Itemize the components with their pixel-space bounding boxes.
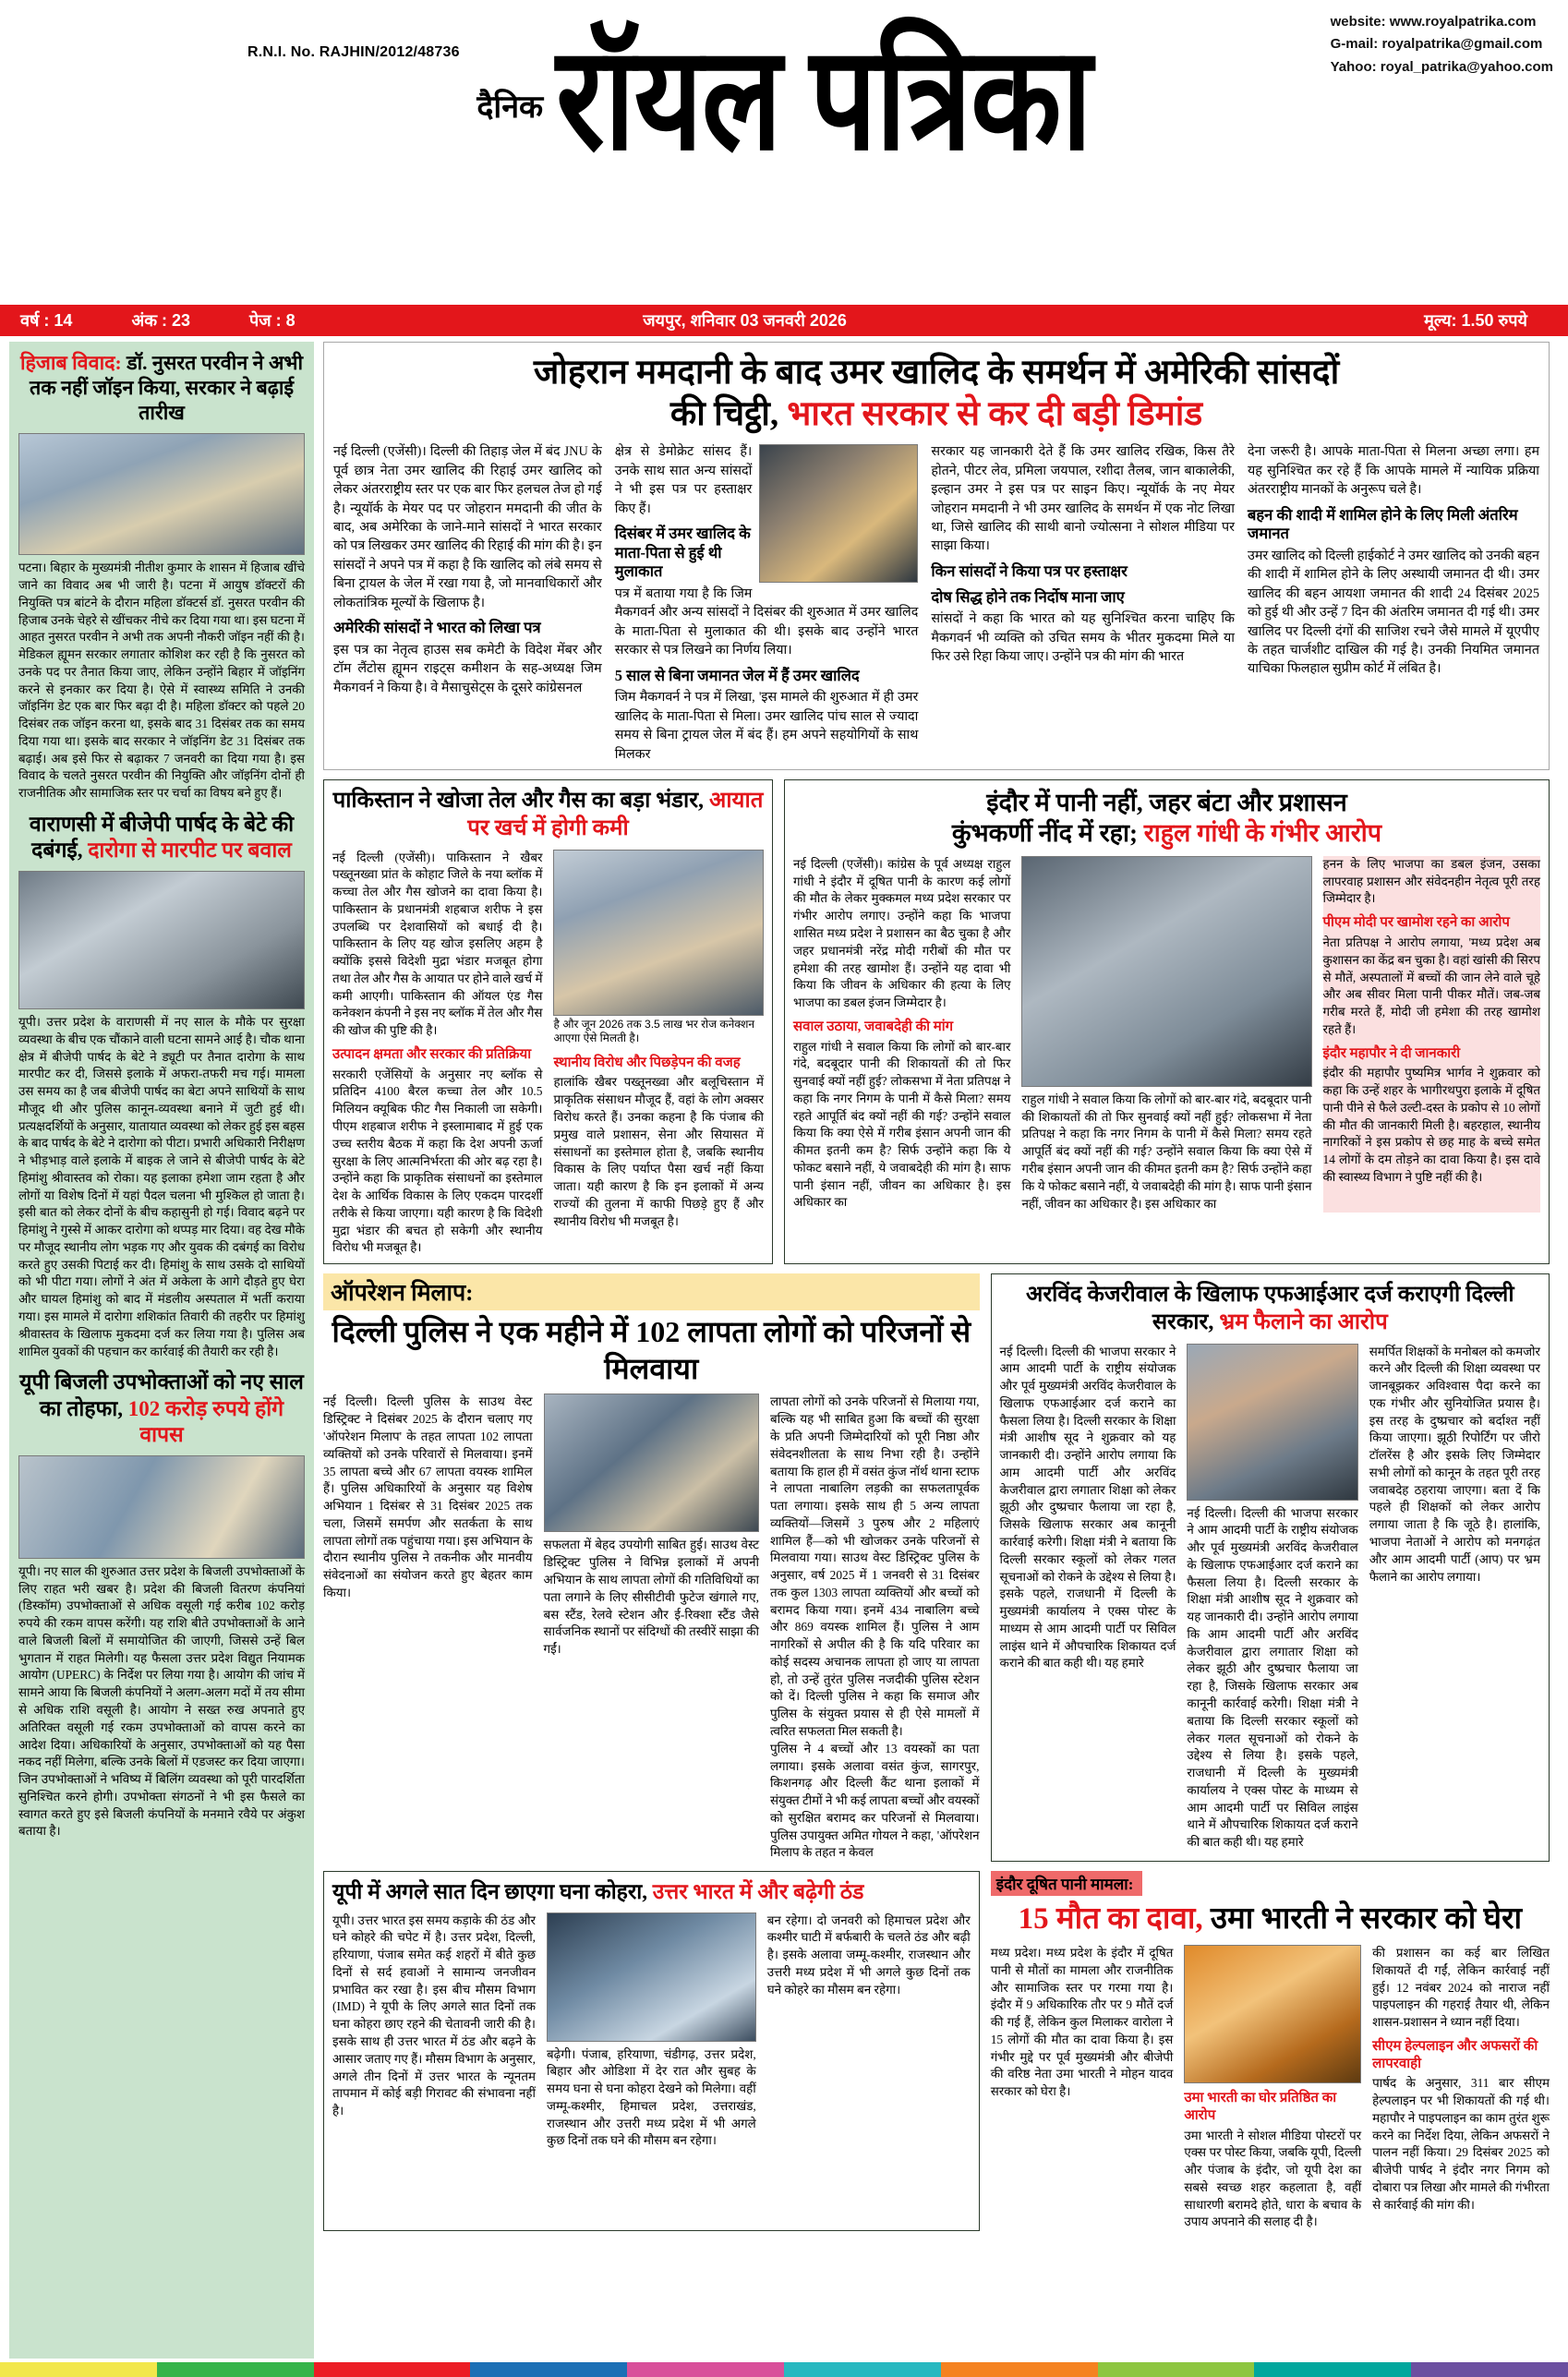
- indore-kicker-3: इंदौर महापौर ने दी जानकारी: [1322, 1045, 1461, 1061]
- indore-col-2: [1021, 856, 1311, 1213]
- headline-black-part: यूपी में अगले सात दिन छाएगा घना कोहरा,: [332, 1880, 653, 1904]
- milap-col1b-text: सफलता में बेहद उपयोगी साबित हुई। साउथ वेस्ट डिस्ट्रिक्ट पुलिस ने विभिन्न इलाकों में अपनी अभियान के साथ लापता लोगों की गतिविधियों का पता लगाने के लिए सीसीटीवी फुटेज खंगाले गए, बस स्टैंड, रेलवे स्टेशन और ई-रिक्शा स्टैंड जैसे सार्वजनिक स्थानों पर संदिग्धों की तस्वीरें साझा की गईं।: [543, 1538, 759, 1657]
- lead-col3-top: सरकार यह जानकारी देते हैं कि उमर खालिद रखिक, किस तैरे होतने, पीटर लेव, प्रमिला जयपाल, रशीदा तैलब, जान बाकालेकी, इल्हान उमर ने इस पत्र पर साइन किए। न्यूयॉर्क के नए मेयर जोहरान ममदानी ने भी उमर खालिद के समर्थन में एक नोट लिखा था, जिसे खालिद की साथी बानो ज्योत्सना ने सोशल मीडिया पर साझा किया।: [931, 444, 1235, 554]
- lead-story-columns: [333, 442, 1539, 764]
- lead-story-headline: [333, 352, 1539, 435]
- volume-year: वर्ष : 14: [20, 311, 73, 330]
- milap-columns: [323, 1394, 980, 1862]
- uma-col1-text: मध्य प्रदेश। मध्य प्रदेश के इंदौर में दूषित पानी से मौतों का मामला और राजनीतिक और सामाजिक स्तर पर गरमा गया है। इंदौर में 9 अधिकारिक तौर पर 9 मौतें दर्ज की गई हैं, लेकिन कुल मिलाकर वारोला ने 15 लोगों की मौत का दावा किया है। इस गंभीर मुद्दे पर पूर्व मुख्यमंत्री और बीजेपी की वरिष्ठ नेता उमा भारती ने मोहन यादव सरकार को घेरा है।: [990, 1946, 1174, 2099]
- milap-col2-text: लापता लोगों को उनके परिजनों से मिलाया गया, बल्कि यह भी साबित हुआ कि बच्चों की सुरक्षा के प्रति अपनी जिम्मेदारियों को पूरी निष्ठा और संवेदनशीलता के साथ निभा रही है। उन्होंने बताया कि हाल ही में वसंत कुंज नॉर्थ थाना स्टाफ ने लापता नाबालिग लड़की का सफलतापूर्वक पता लगाया। इसके साथ ही 5 अन्य लापता व्यक्तियों—जिसमें 3 पुरुष और 2 महिलाएं शामिल हैं—को भी खोजकर उनके परिजनों से मिलवाया गया। साउथ वेस्ट डिस्ट्रिक्ट पुलिस के अनुसार, वर्ष 2025 में 1 जनवरी से 31 दिसंबर तक कुल 1303 लापता व्यक्तियों और बच्चों को बरामद किया गया। इनमें 434 नाबालिग बच्चे और 869 वयस्क शामिल हैं। पुलिस ने आम नागरिकों से अपील की है कि यदि परिवार का कोई सदस्य अचानक लापता हो जाए या लापता हो, तो उन्हें तुरंत पुलिस नजदीकी पुलिस स्टेशन को दें। दिल्ली पुलिस ने कहा कि समाज और पुलिस के संयुक्त प्रयास से ही ऐसे मामलों में त्वरित सफलता मिल सकती है।: [769, 1394, 980, 1738]
- uma-columns: [991, 1945, 1550, 2231]
- kejriwal-col-2: [1187, 1344, 1357, 1852]
- indore-columns: [793, 856, 1540, 1213]
- headline-red-part: हिजाब विवाद:: [19, 352, 122, 374]
- lead-kicker-3: 5 साल से बिना जमानत जेल में हैं उमर खालिद: [614, 666, 860, 684]
- uma-col-1: [991, 1945, 1174, 2231]
- lead-col-4: [1248, 442, 1539, 764]
- pakistan-story: [323, 779, 773, 1264]
- left-story-varanasi: [18, 812, 305, 1360]
- info-bar: [0, 305, 1568, 336]
- kejriwal-col2-text: समर्पित शिक्षकों के मनोबल को कमजोर करने और दिल्ली की शिक्षा व्यवस्था पर जानबूझकर अविश्वास पैदा करने का एक गंभीर और सुनियोजित प्रयास है। इस तरह के दुष्प्रचार को बर्दाश्त नहीं किया जाएगा। झूठी रिपोर्टिंग पर जीरो टॉलरेंस है और इसके लिए जिम्मेदार सभी लोगों को कानून के तहत पूरी तरह जवाबदेह ठहराया जाएगा। बता दें कि पहले ही शिक्षकों को लेकर आरोप लगाया जाता है कि जूठे है। हालांकि, भाजपा नेताओं ने आरोप को मनगढ़ंत और आम आदमी पार्टी (आप) पर भ्रम फैलाने का आरोप लगाया।: [1369, 1344, 1540, 1584]
- lead-kicker-2: दिसंबर में उमर खालिद के माता-पिता से हुई थी मुलाकात: [614, 525, 751, 581]
- indore-story-photo: [1021, 856, 1311, 1087]
- headline-red-part: राहुल गांधी के गंभीर आरोप: [1143, 819, 1382, 848]
- pakistan-col3-text: हालांकि खैबर पख्तूनख्वा और बलूचिस्तान में प्राकृतिक संसाधन मौजूद हैं, वहां के लोग अक्सर विरोध करते हैं। उनका कहना है कि पंजाब की प्रमुख वाले प्रशासन, सेना और सियासत में संसाधनों का इस्तेमाल होता है, जबकि स्थानीय विकास के लिए पर्याप्त पैसा खर्च नहीं किया जाता। यही कारण है कि इन इलाकों में अन्य राज्यों की तुलना में काफी पिछड़े हुए हैं और स्थानीय विरोध भी मजबूत है।: [553, 1075, 764, 1228]
- color-swatch: [0, 2362, 157, 2377]
- indore-headline-line2: [793, 818, 1540, 849]
- kejriwal-col-3: [1369, 1344, 1540, 1852]
- milap-col1-text: नई दिल्ली। दिल्ली पुलिस के साउथ वेस्ट डिस्ट्रिक्ट ने दिसंबर 2025 के दौरान चलाए गए 'ऑपरेशन मिलाप' के तहत लापता 102 लापता व्यक्तियों को उनके परिवारों से मिलवाया। इनमें 35 लापता बच्चे और 67 लापता वयस्क शामिल हैं। पुलिस अधिकारियों के अनुसार यह विशेष अभियान 1 दिसंबर से 31 दिसंबर 2025 तक चला, जिसमें समर्पण और सतर्कता के साथ लापता लोगों तक पहुंचाया गया। इस अभियान के दौरान स्थानीय पुलिस ने तकनीक और मानवीय संवेदनाओं का संयोजन करते हुए बेहतर काम किया।: [323, 1394, 533, 1599]
- left-story-hijab-headline: [18, 351, 305, 426]
- pakistan-kicker-2: स्थानीय विरोध और पिछड़ेपन की वजह: [553, 1055, 741, 1070]
- left-story-hijab-photo: [18, 433, 305, 555]
- indore-col1-text: नई दिल्ली (एजेंसी)। कांग्रेस के पूर्व अध्यक्ष राहुल गांधी ने इंदौर में दूषित पानी के कारण कई लोगों की मौत के लेकर मुक्कमल मध्य प्रदेश सरकार पर गंभीर आरोप लगाए। उन्होंने कहा कि भाजपा शासित मध्य प्रदेश ने प्रशासन का बैठ चुका है और जहर प्रधानमंत्री नरेंद्र मोदी गरीबों की मौत पर हमेशा की तरह खामोश हैं। उन्होंने यह दावा भी किया कि जीवन के अधिकार की हत्या के लिए भाजपा का डबल इंजन जिम्मेदार है।: [792, 856, 1011, 1010]
- headline-red-part: उत्तर भारत में और बढ़ेगी ठंड: [652, 1880, 864, 1904]
- indore-kicker-1: सवाल उठाया, जवाबदेही की मांग: [792, 1019, 954, 1034]
- milap-label: ऑपरेशन मिलाप:: [323, 1273, 980, 1310]
- color-swatch: [1254, 2362, 1411, 2377]
- left-story-varanasi-photo: [18, 871, 305, 1009]
- indore-col3c-text: इंदौर की महापौर पुष्यमित्र भार्गव ने शुक्रवार को कहा कि उन्हें शहर के भागीरथपुरा इलाके में दूषित पानी पीने से फैले उल्टी-दस्त के प्रकोप से 10 लोगों की मौत की जानकारी मिली है। बहरहाल, स्थानीय नागरिकों ने इस प्रकोप से छह माह के बच्चे समेत 14 लोगों के दम तोड़ने का दावा किया है। इस दावे की स्वास्थ्य विभाग ने पुष्टि नहीं की है।: [1322, 1066, 1541, 1184]
- headline-red-part: 102 करोड़ रुपये होंगे वापस: [127, 1396, 284, 1447]
- kejriwal-col1-text: नई दिल्ली। दिल्ली की भाजपा सरकार ने आम आदमी पार्टी के राष्ट्रीय संयोजक और पूर्व मुख्यमंत्री अरविंद केजरीवाल के खिलाफ एफआईआर दर्ज कराने का फैसला लिया है। दिल्ली सरकार के शिक्षा मंत्री आशीष सूद ने शुक्रवार को यह जानकारी दी। उन्होंने आरोप लगाया कि आम आदमी पार्टी और अरविंद केजरीवाल द्वारा लगातार शिक्षा को लेकर झूठी और दुष्प्रचार फैलाया जा रहा है, जिसके खिलाफ सरकार अब कानूनी कार्रवाई करेगी। शिक्षा मंत्री ने बताया कि दिल्ली सरकार स्कूलों को लेकर गलत सूचनाओं को रोकने के उद्देश्य से लिया है। इसके पहले, राजधानी में दिल्ली के मुख्यमंत्री कार्यालय ने एक्स पोस्ट के माध्यम से आम आदमी पार्टी पर सिविल लाइंस थाने में औपचारिक शिकायत दर्ज कराने की बात कही थी। यह हमारे: [999, 1344, 1176, 1671]
- uma-kicker-2: सीएम हेल्पलाइन और अफसरों की लापरवाही: [1372, 2038, 1538, 2071]
- footer-color-strip: [0, 2362, 1568, 2377]
- indore-col3b-text: नेता प्रतिपक्ष ने आरोप लगाया, 'मध्य प्रदेश अब कुशासन का केंद्र बन चुका है। वहां खांसी की सिरप से मौतें, अस्पतालों में बच्चों की जान लेने वाले चूहे और अब सीवर मिला पानी पीकर मौतें। जब-जब गरीब मरते हैं, मोदी जी हमेशा की तरह खामोश रहते हैं।: [1322, 935, 1541, 1036]
- color-swatch: [314, 2362, 471, 2377]
- lead-kicker-1: अमेरिकी सांसदों ने भारत को लिखा पत्र: [333, 619, 541, 637]
- page-count: पेज : 8: [249, 311, 296, 330]
- pakistan-col-2: [553, 850, 763, 1258]
- uma-col2-text: उमा भारती ने सोशल मीडिया पोस्टरों पर एक्स पर पोस्ट किया, जबकि यूपी, दिल्ली और पंजाब के इंदौर, जो यूपी देश का सबसे स्वच्छ शहर कहलाता है, वहीं साधारणी बरामदे होते, धारा के बचाव के उपाय अपनाने की सलाह दी है।: [1184, 2128, 1362, 2229]
- headline-black-part: अरविंद केजरीवाल के खिलाफ एफआईआर दर्ज कराएगी दिल्ली सरकार,: [1025, 1283, 1514, 1334]
- headline-black-part: पाकिस्तान ने खोजा तेल और गैस का बड़ा भंडार,: [332, 789, 710, 813]
- kejriwal-col-1: [1000, 1344, 1176, 1852]
- indore-col3-text: हनन के लिए भाजपा का डबल इंजन, उसका लापरवाह प्रशासन और संवेदनहीन नेतृत्व पूरी तरह जिम्मेदार है।: [1322, 856, 1541, 906]
- lead-col-1: [333, 442, 602, 764]
- color-swatch: [627, 2362, 784, 2377]
- uma-story: [991, 1871, 1550, 2231]
- yahoo-line: Yahoo: royal_patrika@yahoo.com: [1330, 58, 1553, 75]
- website-line: website: www.royalpatrika.com: [1330, 14, 1537, 30]
- fog-col-1: [332, 1912, 536, 2151]
- headline-red-part: 15 मौत का दावा,: [1018, 1902, 1211, 1937]
- lead-col1b-text: इस पत्र का नेतृत्व हाउस सब कमेटी के विदेश मेंबर और टॉम लैंटोस ह्यूमन राइट्स कमीशन के सह-अध्यक्ष जिम मैकगवर्न ने किया है। वे मैसाचुसेट्स के दूसरे कांग्रेसनल: [333, 642, 602, 695]
- lead-col4b-text: उमर खालिद को दिल्ली हाईकोर्ट ने उमर खालिद को उनकी बहन की शादी में शामिल होने के लिए अस्थायी जमानत दी थी। उमर खालिद की बहन आयशा जमानत की शादी 24 दिसंबर 2025 को हुई थी और उन्हें 7 दिन की अंतरिम जमानत दी गई थी। उमर खालिद पर दिल्ली दंगों की साजिश रचने जैसे मामले में यूएपीए के तहत चार्जशीट दाखिल की गई है। उनकी नियमित जमानत याचिका फिलहाल सुप्रीम कोर्ट में लंबित है।: [1248, 548, 1539, 677]
- uma-story-photo: [1184, 1945, 1361, 2083]
- lead-col-2: [615, 442, 919, 764]
- indore-col-1: [793, 856, 1011, 1213]
- headline-black-part: डॉ. नुसरत परवीन ने अभी तक नहीं जॉइन किया, सरकार ने बढ़ाई तारीख: [29, 352, 304, 425]
- fog-col3-text: बन रहेगा। दो जनवरी को हिमाचल प्रदेश और कश्मीर घाटी में बर्फबारी के चलते ठंड और बढ़ी है। इसके अलावा जम्मू-कश्मीर, राजस्थान और उत्तरी मध्य प्रदेश में भी अगले कुछ दिनों तक घने कोहरे का मौसम बन रहेगा।: [766, 1912, 971, 1997]
- color-swatch: [157, 2362, 314, 2377]
- left-story-bijli-headline: [18, 1369, 305, 1449]
- color-swatch: [784, 2362, 941, 2377]
- headline-black-part: उमा भारती ने सरकार को घेरा: [1210, 1902, 1523, 1937]
- milap-story-photo: [544, 1394, 759, 1532]
- lead-col1-text: नई दिल्ली (एजेंसी)। दिल्ली की तिहाड़ जेल में बंद JNU के पूर्व छात्र नेता उमर खालिद की रिहाई उमर खालिद को लेकर अंतरराष्ट्रीय स्तर पर एक बार फिर हलचल तेज हो गई है। न्यूयॉर्क के मेयर पद पर जोहरान ममदानी की जीत के बाद, अब अमेरिका के जाने-माने सांसदों ने भारत सरकार को पत्र लिखकर उमर खालिद की रिहाई की मांग की है। इन सांसदों ने अपने पत्र में कहा है कि खालिद को लंबे समय से बिना ट्रायल के जेल में रखा गया है, जो मानवाधिकारों और लोकतांत्रिक मूल्यों के खिलाफ है।: [333, 444, 602, 610]
- headline-red-part: भ्रम फैलाने का आरोप: [1219, 1309, 1388, 1334]
- lead-col2c-text: जिम मैकगवर्न ने पत्र में लिखा, 'इस मामले की शुरुआत में ही उमर खालिद के माता-पिता से मिला। उमर खालिद पांच साल से ज्यादा समय से बिना ट्रायल जेल में बंद हैं। हम अपने सहयोगियों के साथ मिलकर: [614, 690, 919, 762]
- lead-col3b-text: सांसदों ने कहा कि भारत को यह सुनिश्चित करना चाहिए कि मैकगवर्न भी व्यक्ति को उचित समय के भीतर मुकदमा मिले या फिर उसे रिहा किया जाए। उन्होंने पत्र की मांग की भारत: [931, 611, 1235, 664]
- lead-kicker-4: किन सांसदों ने किया पत्र पर हस्ताक्षर: [931, 561, 1128, 580]
- fog-story: [323, 1871, 980, 2231]
- gmail-line: G-mail: royalpatrika@gmail.com: [1330, 36, 1543, 53]
- headline-black-part: की चिट्ठी,: [669, 395, 788, 434]
- lead-story-photo-wrap: [759, 444, 918, 583]
- pakistan-columns: [332, 850, 764, 1258]
- fog-col-2: [547, 1912, 756, 2151]
- main-column: [314, 342, 1559, 2359]
- second-row: [323, 779, 1550, 1264]
- kejriwal-story-photo: [1187, 1344, 1357, 1501]
- headline-red-part: आयात पर खर्च में होगी कमी: [467, 789, 764, 840]
- left-column: [9, 342, 314, 2359]
- uma-kicker-1: उमा भारती का घोर प्रतिष्ठित का आरोप: [1184, 2091, 1337, 2123]
- third-row: [323, 1273, 1550, 1862]
- left-story-hijab: [18, 351, 305, 802]
- logo-subtitle: दैनिक: [476, 90, 544, 125]
- uma-label: इंदौर दूषित पानी मामला:: [991, 1871, 1143, 1896]
- issue-number: अंक : 23: [131, 311, 191, 330]
- left-story-bijli: [18, 1369, 305, 1840]
- rni-number: R.N.I. No. RAJHIN/2012/48736: [247, 44, 460, 60]
- color-swatch: [941, 2362, 1098, 2377]
- headline-black-part: कुंभकर्णी नींद में रहा;: [951, 819, 1144, 848]
- color-swatch: [470, 2362, 627, 2377]
- kejriwal-story: [991, 1273, 1550, 1862]
- indore-col2-cont: राहुल गांधी ने सवाल किया कि लोगों को बार-बार गंदे, बदबूदार पानी की शिकायतों की तो फिर सुनवाई क्यों नहीं हुई? लोकसभा में नेता प्रतिपक्ष ने कहा कि नगर निगम के पानी में कैसे मिला? समय रहते आपूर्ति बंद क्यों नहीं की गई? उन्होंने सवाल किया कि क्या ऐसे में गरीब इंसान अपनी जान की कीमत इतनी कम है? सिर्फ उन्होंने कहा कि ये फोकट बसाने नहीं, ये जवाबदेही की मांग है। साफ पानी इंसान नहीं, जीवन का अधिकार है। इस अधिकार का: [1021, 1092, 1312, 1211]
- pakistan-kicker-1: उत्पादन क्षमता और सरकार की प्रतिक्रिया: [332, 1046, 532, 1062]
- fog-headline: [332, 1879, 971, 1906]
- indore-headline-line1: इंदौर में पानी नहीं, जहर बंटा और प्रशासन: [986, 789, 1347, 816]
- place-and-date: जयपुर, शनिवार 03 जनवरी 2026: [643, 311, 847, 330]
- fog-story-photo: [547, 1912, 756, 2042]
- pakistan-story-headline: [332, 788, 764, 843]
- left-story-bijli-photo: [18, 1455, 305, 1559]
- lead-col4-text: देना जरूरी है। आपके माता-पिता से मिलना अच्छा लगा। हम यह सुनिश्चित कर रहे हैं कि आपके मामले में न्यायिक प्रक्रिया अंतरराष्ट्रीय मानकों के अनुरूप चले है।: [1248, 444, 1539, 498]
- indore-col-3: [1323, 856, 1541, 1213]
- headline-black-part: यूपी बिजली उपभोक्ताओं को नए साल का तोहफा,: [19, 1370, 304, 1420]
- lead-story: [323, 342, 1550, 770]
- milap-col-2: [544, 1394, 759, 1862]
- left-story-bijli-body: यूपी। नए साल की शुरुआत उत्तर प्रदेश के बिजली उपभोक्ताओं के लिए राहत भरी खबर है। प्रदेश की बिजली वितरण कंपनियां (डिस्कॉम) उपभोक्ताओं से अधिक वसूली गई करीब 102 करोड़ रुपये की रकम वापस करेंगी। यह राशि बीते उपभोक्ताओं के आने वाले बिजली बिलों में समायोजित की जाएगी, जिससे उन्हें बिल भुगतान में राहत मिलेगी। यह फैसला उत्तर प्रदेश विद्युत नियामक आयोग (UPERC) के निर्देश पर लिया गया है। आयोग की जांच में सामने आया कि बिजली कंपनियों ने अलग-अलग मदों में तय सीमा से अधिक राशि वसूली है। आयोग ने सख्त रुख अपनाते हुए अतिरिक्त वसूली गई रकम उपभोक्ताओं को वापस करने का आदेश दिया। अधिकारियों के अनुसार, उपभोक्ताओं को यह पैसा नकद नहीं मिलेगा, बल्कि उनके बिलों में एडजस्ट कर दिया जाएगा। जिन उपभोक्ताओं ने भविष्य में बिलिंग व्यवस्था को पूरी पारदर्शिता सुनिश्चित करने होगी। उपभोक्ता संगठनों ने भी इस फैसले का स्वागत करते हुए इसे बिजली कंपनियों के मनमाने रवैये पर अंकुश बताया है।: [18, 1563, 305, 1839]
- milap-col2b-text: पुलिस ने 4 बच्चों और 13 वयस्कों का पता लगाया। इसके अलावा वसंत कुंज, सागरपुर, किशनगढ़ और दिल्ली कैंट थाना इलाकों में संयुक्त टीमों ने भी कई लापता बच्चों और वयस्कों को सुरक्षित बरामद कर परिजनों से मिलवाया। पुलिस उपायुक्त अमित गोयल ने कहा, 'ऑपरेशन मिलाप के तहत न केवल: [769, 1741, 980, 1860]
- fog-col2-text: बढ़ेगी। पंजाब, हरियाणा, चंडीगढ़, उत्तर प्रदेश, बिहार और ओडिशा में देर रात और सुबह के समय घना से घना कोहरा देखने को मिलेगा। वहीं जम्मू-कश्मीर, हिमाचल प्रदेश, उत्तराखंड, राजस्थान और उत्तरी मध्य प्रदेश में भी अगले कुछ दिनों तक घने की मौसम बन रहेगा।: [547, 2046, 756, 2148]
- color-swatch: [1098, 2362, 1255, 2377]
- indore-story-headline: [793, 788, 1540, 850]
- lead-col2-text: पत्र में बताया गया है कि जिम मैकगवर्न और अन्य सांसदों ने दिसंबर की शुरुआत में उमर खालिद के माता-पिता से मुलाकात की थी। इसके बाद उन्होंने भारत सरकार से पत्र लिखने का निर्णय लिया।: [614, 585, 919, 658]
- milap-col-1: [323, 1394, 533, 1862]
- headline-red-part: भारत सरकार से कर दी बड़ी डिमांड: [787, 395, 1203, 434]
- kejriwal-col1-cont: नई दिल्ली। दिल्ली की भाजपा सरकार ने आम आदमी पार्टी के राष्ट्रीय संयोजक और पूर्व मुख्यमंत्री अरविंद केजरीवाल के खिलाफ एफआईआर दर्ज कराने का फैसला लिया है। दिल्ली सरकार के शिक्षा मंत्री आशीष सूद ने शुक्रवार को यह जानकारी दी। उन्होंने आरोप लगाया कि आम आदमी पार्टी और अरविंद केजरीवाल द्वारा लगातार शिक्षा को लेकर झूठी और दुष्प्रचार फैलाया जा रहा है, जिसके खिलाफ सरकार अब कानूनी कार्रवाई करेगी। शिक्षा मंत्री ने बताया कि दिल्ली सरकार स्कूलों को लेकर गलत सूचनाओं को रोकने के उद्देश्य से लिया है। इसके पहले, राजधानी में दिल्ली के मुख्यमंत्री कार्यालय ने एक्स पोस्ट के माध्यम से आम आदमी पार्टी पर सिविल लाइंस थाने में औपचारिक शिकायत दर्ज कराने की बात कही थी। यह हमारे: [1187, 1505, 1358, 1850]
- uma-col3-text: की प्रशासन का कई बार लिखित शिकायतें दी गईं, लेकिन कार्रवाई नहीं हुई। 12 नवंबर 2024 को नाराज नहीं पाइपलाइन की गहराई तैयार थी, लेकिन शासन-प्रशासन ने ध्यान नहीं दिया।: [1372, 1946, 1550, 2030]
- pakistan-col1-text: नई दिल्ली (एजेंसी)। पाकिस्तान ने खैबर पख्तूनख्वा प्रांत के कोहाट जिले के नया ब्लॉक में कच्चा तेल और गैस खोजने का दावा किया है। पाकिस्तान के प्रधानमंत्री शहबाज शरीफ ने इस उपलब्धि पर देशवासियों को बधाई दी है। पाकिस्तान के लिए यह खोज इसलिए अहम है क्योंकि इससे विदेशी मुद्रा भंडार मजबूत होगा तथा तेल और गैस के आयात पर होने वाले खर्च में कमी आएगी। पाकिस्तान की ऑयल एंड गैस कनेक्शन कंपनी ने इस नए ब्लॉक में तेल और गैस की खोज की पुष्टि की है।: [332, 850, 543, 1038]
- masthead: [0, 0, 1568, 305]
- pakistan-story-photo: [553, 850, 763, 1016]
- headline-red-part: दारोगा से मारपीट पर बवाल: [88, 839, 292, 863]
- indore-story: [784, 779, 1550, 1264]
- indore-kicker-2: पीएम मोदी पर खामोश रहने का आरोप: [1322, 915, 1510, 931]
- uma-col-2: [1184, 1945, 1361, 2231]
- left-story-varanasi-body: यूपी। उत्तर प्रदेश के वाराणसी में नए साल के मौके पर सुरक्षा व्यवस्था के बीच एक चौंकाने वाली घटना सामने आई है। चौक थाना क्षेत्र में बीजेपी पार्षद के बेटे ने ड्यूटी पर तैनात दारोगा के साथ मारपीट कर दी, जिससे इलाके में अफरा-तफरी मच गई। मामला उस समय का है जब बीजेपी पार्षद का बेटा अपने साथियों के साथ मौजूद थी और पुलिस कानून-व्यवस्था बनाने में जुटी हुई थी। प्रत्यक्षदर्शियों के अनुसार, यातायात व्यवस्था को लेकर हुई इस बहस के बाद पार्षद के बेटे ने दारोगा को पीटा। प्रभारी अधिकारी निरीक्षण ने भीड़भाड़ वाले इलाके में बाइक ले जाने से बीजेपी पार्षद के बेटे हिमांशु श्रीवास्तव को रोका। यह इलाका हमेशा जाम रहता है और लोगों या विशेष दिनों में यहां पैदल चलना भी मुश्किल हो जाता है। इसी बात को लेकर दोनों के बीच कहासुनी हो गई। विवाद बढ़ने पर हिमांशु ने गुस्से में आकर दारोगा को थप्पड़ मार दिया। वह देख मौके पर मौजूद स्थानीय लोग भड़क गए और युवक की दबंगई का विरोध करते हुए उसकी पिटाई कर दी। हिमांशु के साथ उसके दो साथियों को भी पीटा गया। लोगों ने अंत में अकेला के आगे दौड़ते हुए घेरा और घायल हिमांशु को बाद में मंडलीय अस्पताल में भर्ती कराया गया। इस मामले में दारोगा शशिकांत तिवारी की तहरीर पर हिमांशु श्रीवास्तव के खिलाफ मुकदमा दर्ज कर लिया गया है। पुलिस अब शामिल युवकों की पहचान कर कार्रवाई की तैयारी कर रही है।: [18, 1014, 305, 1358]
- kejriwal-columns: [1000, 1344, 1540, 1852]
- lead-col2-top: क्षेत्र से डेमोक्रेट सांसद हैं। उनके साथ सात अन्य सांसदों ने भी इस पत्र पर हस्ताक्षर किए हैं।: [614, 444, 753, 516]
- pakistan-col-1: [332, 850, 542, 1258]
- fog-columns: [332, 1912, 971, 2151]
- page-body: [0, 336, 1568, 2359]
- lead-kicker-5: दोष सिद्ध होने तक निर्दोष माना जाए: [931, 587, 1125, 606]
- logo-title: रॉयल पत्रिका: [556, 19, 1092, 180]
- uma-col-3: [1372, 1945, 1550, 2231]
- lead-headline-line2: [333, 393, 1539, 435]
- headline-black-part: वाराणसी में बीजेपी पार्षद के बेटे की दबंगई,: [29, 812, 295, 863]
- left-story-varanasi-headline: [18, 812, 305, 864]
- color-swatch: [1411, 2362, 1568, 2377]
- fog-col1-text: यूपी। उत्तर भारत इस समय कड़ाके की ठंड और घने कोहरे की चपेट में है। उत्तर प्रदेश, दिल्ली, हरियाणा, पंजाब समेत कई शहरों में बीते कुछ दिनों से सर्द हवाओं ने सामान्य जनजीवन प्रभावित कर रखा है। इस बीच मौसम विभाग (IMD) ने यूपी के लिए अगले सात दिनों तक घना कोहरा छाए रहने की चेतावनी जारी की है। इसके साथ ही उत्तर भारत में ठंड और बढ़ने के आसार जताए गए हैं। मौसम विभाग के अनुसार, अगले तीन दिनों में उत्तर भारत के न्यूनतम तापमान में कोई बड़ी गिरावट की संभावना नहीं है।: [332, 1912, 537, 2118]
- milap-col-3: [770, 1394, 980, 1862]
- lead-col-3: [931, 442, 1235, 764]
- lead-headline-line1: जोहरान ममदानी के बाद उमर खालिद के समर्थन में अमेरिकी सांसदों: [533, 354, 1340, 392]
- left-story-hijab-body: पटना। बिहार के मुख्यमंत्री नीतीश कुमार के शासन में हिजाब खींचे जाने का विवाद अब भी जारी है। पटना में आयुष डॉक्टरों की नियुक्ति पत्र बांटने के दौरान महिला डॉक्टर्स डॉ. नुसरत परवीन की हिजाब उनके चेहरे से खींचकर नीचे कर दिया गया था। इस घटना में आहत नुसरत परवीन ने अभी तक अपनी नौकरी जॉइन नहीं की है। मेडिकल ह्यूमन सरकार लगातार कोशिश कर रही है कि नुसरत को उनके पद पर तैनात किया जाए, लेकिन उन्होंने बिहार में जॉइनिंग करने से इनकार कर दिया है। ऐसे में स्वास्थ्य समिति ने उनकी जॉइनिंग डेट एक बार फिर बढ़ा दी है। महिला डॉक्टर को पहले 20 दिसंबर तक जॉइन करना था, इसके बाद 31 दिसंबर तक का समय दिया गया था। इसके बाद सरकार ने जॉइनिंग डेट 31 दिसंबर तक बढ़ाई। अब इसे फिर से बढ़ाकर 7 जनवरी का दिया गया है। इस विवाद के चलते नुसरत परवीन की नियुक्ति और जॉइनिंग दोनों ही राजनीतिक और सामाजिक स्तर पर चर्चा का विषय बने हुए हैं।: [18, 561, 305, 801]
- pakistan-photo-caption: है और जून 2026 तक 3.5 लाख भर रोज कनेक्शन आएगा ऐसे मिलती है।: [553, 1017, 755, 1045]
- milap-headline: दिल्ली पुलिस ने एक महीने में 102 लापता लोगों को परिजनों से मिलवाया: [332, 1315, 971, 1385]
- cover-price: मूल्य: 1.50 रुपये: [1424, 311, 1527, 330]
- kejriwal-headline: [1000, 1282, 1540, 1337]
- fourth-row: [323, 1871, 1550, 2231]
- fog-col-3: [767, 1912, 971, 2151]
- milap-story: [323, 1273, 980, 1862]
- uma-col3b-text: पार्षद के अनुसार, 311 बार सीएम हेल्पलाइन पर भी शिकायतों की गई थी। महापौर ने पाइपलाइन का काम तुरंत शुरू करने का निर्देश दिया, लेकिन अफसरों ने पालन नहीं किया। 29 दिसंबर 2025 को बीजेपी पार्षद ने इंदौर नगर निगम को दोबारा पत्र लिखा और मामले की गंभीरता से कार्रवाई की मांग की।: [1372, 2076, 1550, 2212]
- pakistan-col2-text: सरकारी एजेंसियों के अनुसार नए ब्लॉक से प्रतिदिन 4100 बैरल कच्चा तेल और 10.5 मिलियन क्यूबिक फीट गैस निकाली जा सकेगी। पीएम शहबाज शरीफ ने इस्लामाबाद में हुई एक उच्च स्तरीय बैठक में कहा कि देश अपनी ऊर्जा सुरक्षा के लिए आत्मनिर्भरता की ओर बढ़ रहा है। उन्होंने कहा कि प्राकृतिक संसाधनों का इस्तेमाल देश के आर्थिक विकास के लिए एकदम पारदर्शी तरीके से किया जाएगा। यही कारण है कि विदेशी मुद्रा भंडार की बचत हो सकेगी और स्थानीय विरोध भी मजबूत है।: [332, 1067, 543, 1255]
- lead-kicker-6: बहन की शादी में शामिल होने के लिए मिली अंतरिम जमानत: [1248, 505, 1518, 543]
- indore-col2-text: राहुल गांधी ने सवाल किया कि लोगों को बार-बार गंदे, बदबूदार पानी की शिकायतों की तो फिर सुनवाई क्यों नहीं हुई? लोकसभा में नेता प्रतिपक्ष ने कहा कि नगर निगम के पानी में कैसे मिला? समय रहते आपूर्ति बंद क्यों नहीं की गई? उन्होंने सवाल किया कि क्या ऐसे में गरीब इंसान अपनी जान की कीमत इतनी कम है? सिर्फ उन्होंने कहा कि ये फोकट बसाने नहीं, ये जवाबदेही की मांग है। साफ पानी इंसान नहीं, जीवन का अधिकार है। इस अधिकार का: [792, 1039, 1011, 1210]
- lead-story-photo: [759, 444, 918, 583]
- uma-headline: [991, 1900, 1550, 1938]
